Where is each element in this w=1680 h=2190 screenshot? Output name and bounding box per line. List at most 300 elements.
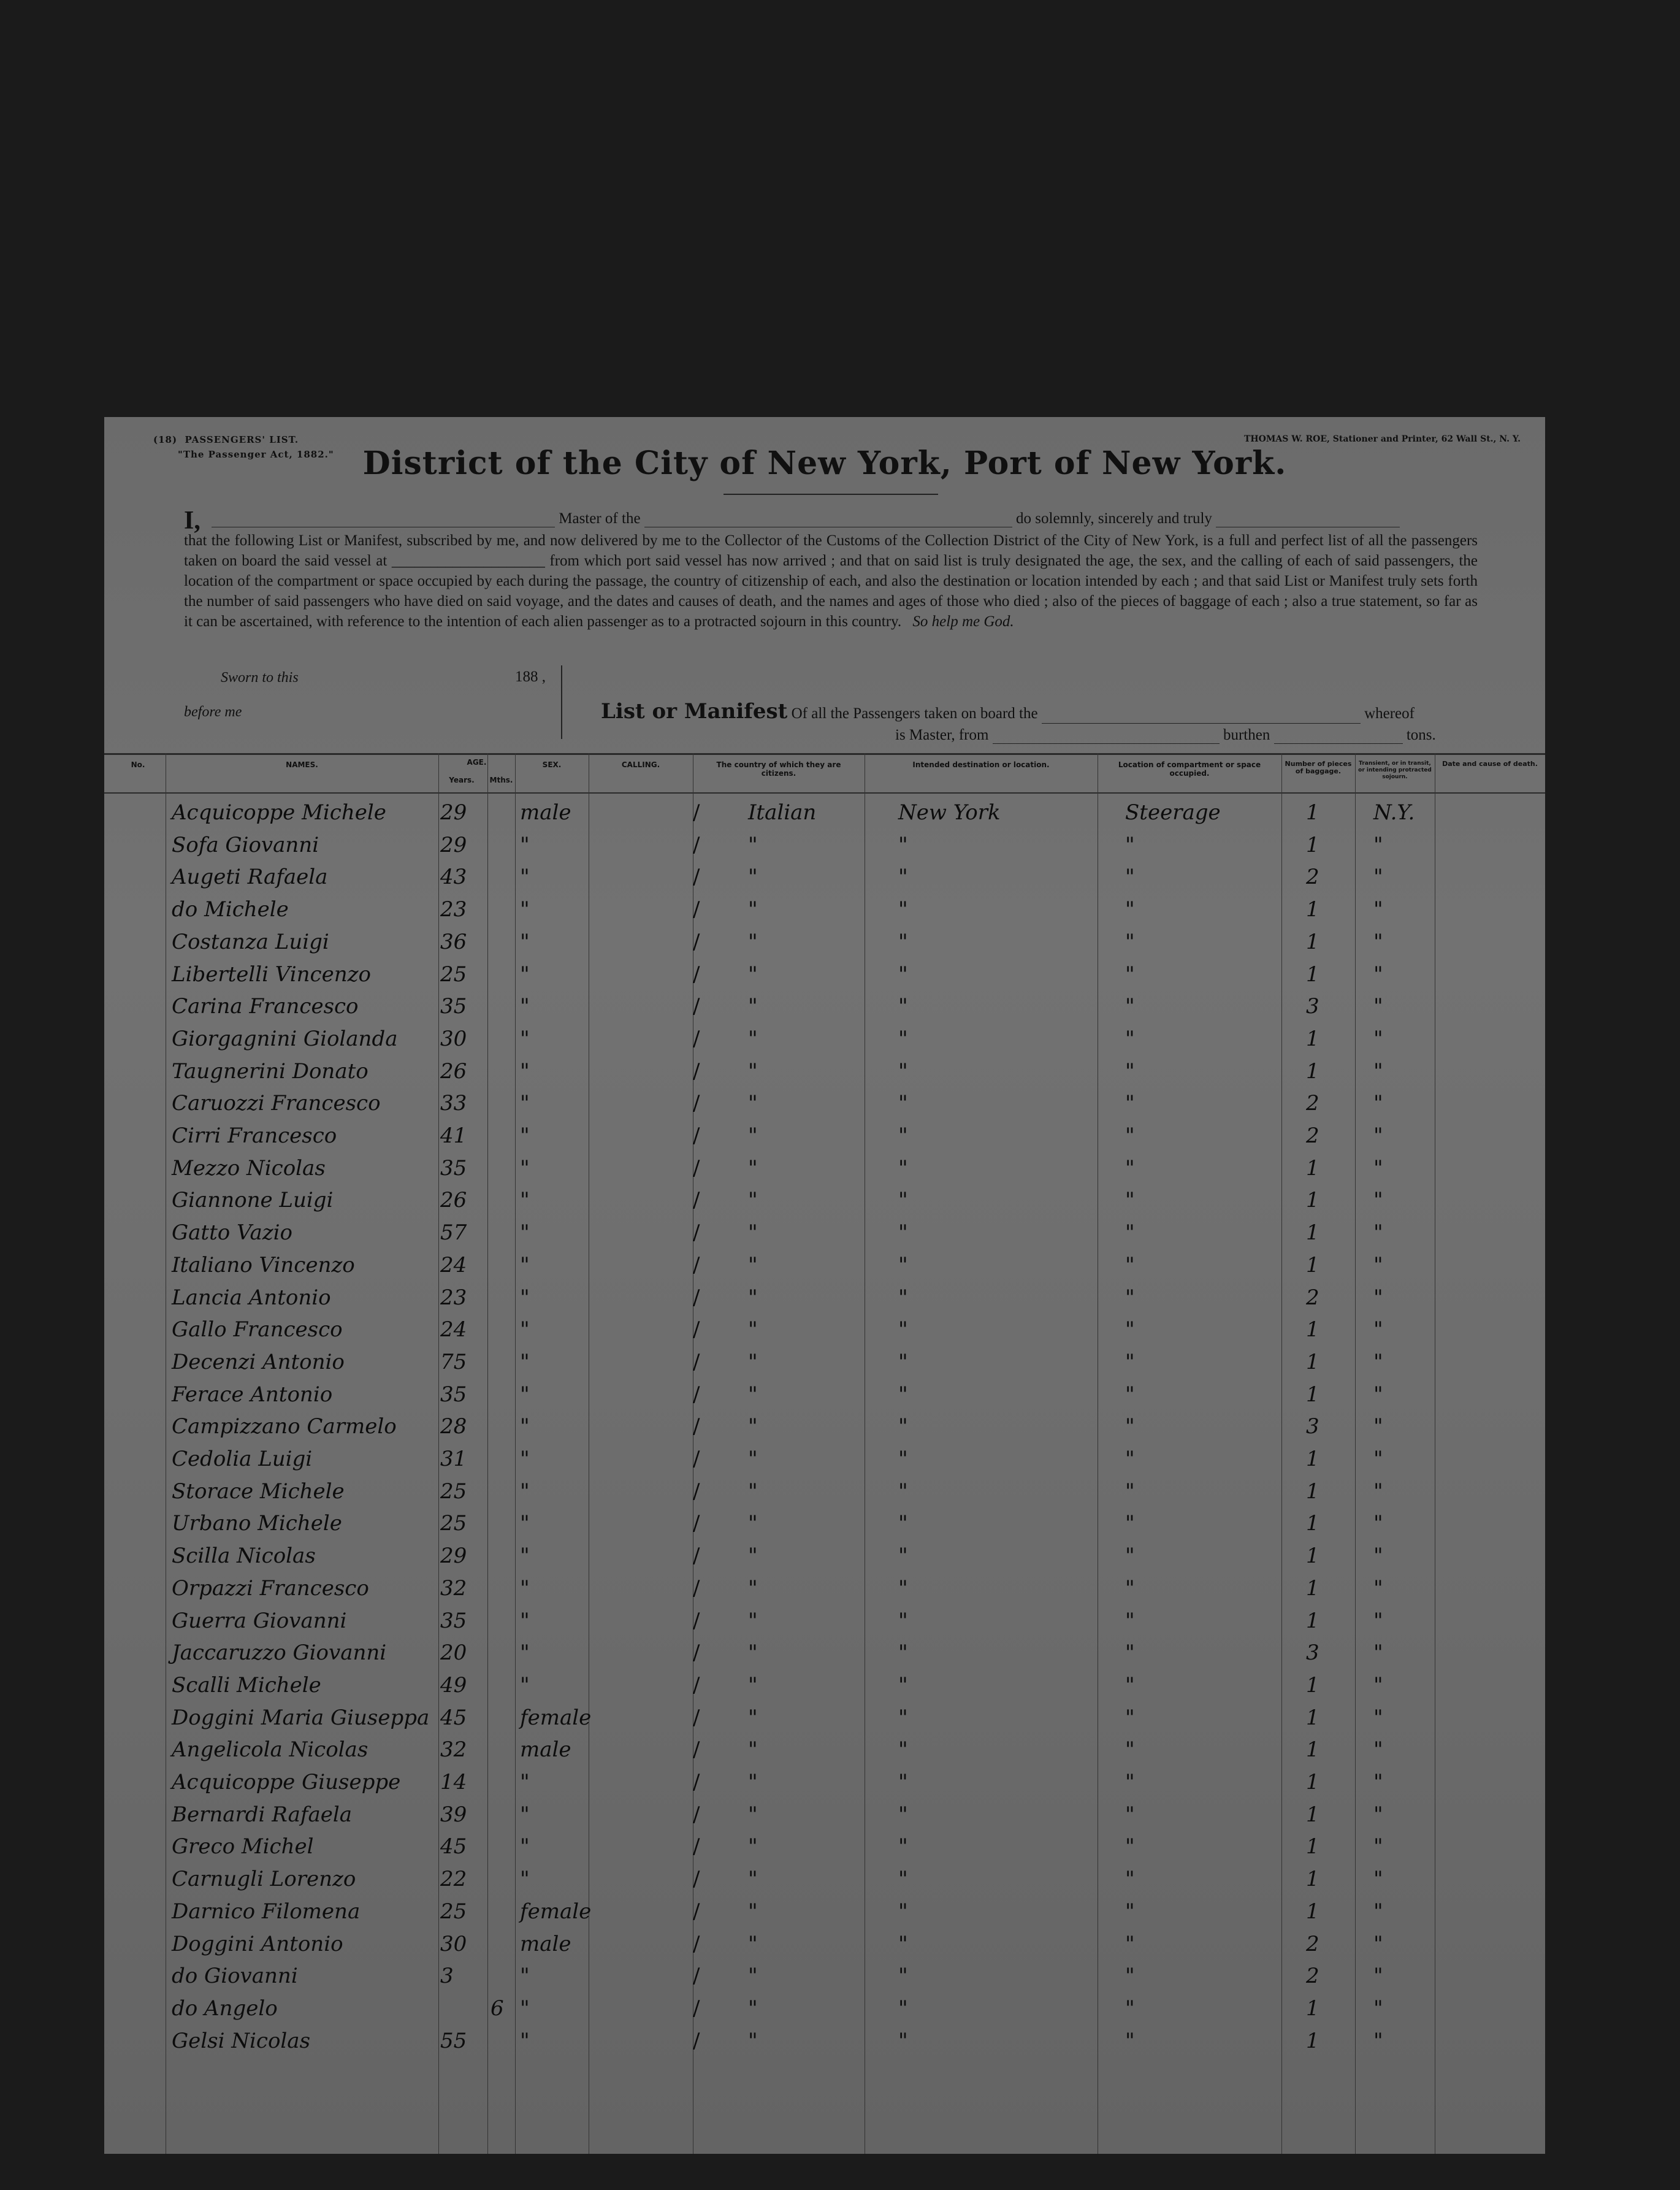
cell-age: 39 xyxy=(440,1802,467,1827)
cell-sex: " xyxy=(520,962,530,987)
cell-bag: 1 xyxy=(1306,1544,1319,1569)
cell-sex: " xyxy=(520,1349,530,1374)
cell-bag: 1 xyxy=(1306,1899,1319,1924)
table-row xyxy=(104,897,1545,929)
cell-age: 41 xyxy=(440,1124,467,1148)
cell-loc: " xyxy=(1125,1705,1135,1730)
col-head-death: Date and cause of death. xyxy=(1442,760,1538,768)
cell-loc: " xyxy=(1125,1124,1135,1148)
cell-bag: 1 xyxy=(1306,1834,1319,1859)
table-row xyxy=(104,1641,1545,1672)
cell-trans: " xyxy=(1373,1899,1383,1924)
document-title: District of the City of New York, Port of New York. xyxy=(362,445,1287,482)
cell-country: " xyxy=(748,962,758,987)
cell-country: " xyxy=(748,1479,758,1504)
cell-dest: " xyxy=(898,1511,908,1536)
table-row xyxy=(104,1350,1545,1382)
manifest-document xyxy=(104,417,1545,2154)
cell-name: Gallo Francesco xyxy=(172,1317,343,1342)
col-head-destination: Intended destination or location. xyxy=(912,760,1050,769)
cell-sex: " xyxy=(520,1382,530,1407)
cell-tick: / xyxy=(693,1155,700,1181)
table-row xyxy=(104,962,1545,994)
cell-tick: / xyxy=(693,1252,700,1277)
master-name-blank xyxy=(212,513,555,527)
table-row xyxy=(104,1834,1545,1866)
cell-name: Scilla Nicolas xyxy=(172,1544,316,1569)
cell-name: Campizzano Carmelo xyxy=(172,1414,397,1439)
cell-trans: " xyxy=(1373,1705,1383,1730)
trailing-blank xyxy=(1216,513,1400,527)
cell-loc: " xyxy=(1125,1188,1135,1213)
cell-dest: " xyxy=(898,1575,908,1601)
cell-name: Orpazzi Francesco xyxy=(172,1575,369,1601)
cell-trans: " xyxy=(1373,929,1383,954)
cell-trans: " xyxy=(1373,1349,1383,1374)
cell-sex: " xyxy=(520,1479,530,1504)
cell-bag: 1 xyxy=(1306,1802,1319,1827)
cell-age: 25 xyxy=(440,962,467,987)
cell-trans: " xyxy=(1373,1479,1383,1504)
cell-name: Costanza Luigi xyxy=(172,929,329,954)
cell-loc: " xyxy=(1125,1770,1135,1794)
cell-country: " xyxy=(748,1059,758,1084)
cell-country: " xyxy=(748,1964,758,1989)
cell-dest: " xyxy=(898,1382,908,1407)
cell-trans: " xyxy=(1373,1317,1383,1342)
table-row xyxy=(104,833,1545,865)
table-row xyxy=(104,1706,1545,1737)
cell-loc: " xyxy=(1125,1252,1135,1277)
cell-sex: " xyxy=(520,994,530,1019)
cell-bag: 2 xyxy=(1306,1285,1319,1310)
col-head-names: NAMES. xyxy=(286,760,318,769)
master-line xyxy=(895,727,1436,744)
cell-tick: / xyxy=(693,1349,700,1374)
cell-name: Greco Michel xyxy=(172,1834,314,1859)
do-solemnly-label: do solemnly, sincerely and truly xyxy=(1016,510,1212,527)
cell-name: Caruozzi Francesco xyxy=(172,1091,381,1116)
cell-country: " xyxy=(748,1867,758,1892)
cell-tick: / xyxy=(693,929,700,954)
cell-name: Taugnerini Donato xyxy=(172,1059,368,1084)
cell-country: " xyxy=(748,1834,758,1859)
cell-tick: / xyxy=(693,1124,700,1148)
cell-sex: " xyxy=(520,865,530,890)
cell-country: " xyxy=(748,1770,758,1794)
table-row xyxy=(104,1317,1545,1349)
cell-country: " xyxy=(748,1544,758,1569)
cell-dest: " xyxy=(898,1091,908,1116)
cell-loc: " xyxy=(1125,1672,1135,1698)
cell-bag: 3 xyxy=(1306,1414,1319,1439)
cell-tick: / xyxy=(693,1091,700,1116)
cell-country: " xyxy=(748,1285,758,1310)
cell-dest: " xyxy=(898,1737,908,1763)
table-row xyxy=(104,1027,1545,1059)
cell-trans: " xyxy=(1373,1059,1383,1084)
cell-country: " xyxy=(748,1802,758,1827)
cell-sex: " xyxy=(520,1834,530,1859)
cell-dest: " xyxy=(898,1672,908,1698)
table-row xyxy=(104,1447,1545,1479)
cell-loc: " xyxy=(1125,1996,1135,2021)
cell-loc: " xyxy=(1125,1026,1135,1051)
col-head-country: The country of which they are citizens. xyxy=(716,760,841,778)
table-row xyxy=(104,1414,1545,1446)
cell-age: 29 xyxy=(440,800,467,825)
cell-age: 75 xyxy=(440,1349,467,1374)
table-row xyxy=(104,1544,1545,1575)
cell-country: Italian xyxy=(748,800,817,825)
cell-dest: " xyxy=(898,1641,908,1666)
table-row xyxy=(104,1382,1545,1414)
cell-age: 33 xyxy=(440,1091,467,1116)
cell-bag: 1 xyxy=(1306,1511,1319,1536)
col-head-years: Years. xyxy=(449,776,475,784)
cell-bag: 1 xyxy=(1306,1220,1319,1246)
cell-country: " xyxy=(748,1641,758,1666)
cell-tick: / xyxy=(693,1220,700,1246)
table-row xyxy=(104,800,1545,832)
cell-tick: / xyxy=(693,865,700,890)
cell-country: " xyxy=(748,1705,758,1730)
cell-tick: / xyxy=(693,1382,700,1407)
cell-loc: " xyxy=(1125,1641,1135,1666)
cell-country: " xyxy=(748,865,758,890)
cell-bag: 1 xyxy=(1306,1026,1319,1051)
cell-dest: " xyxy=(898,994,908,1019)
cell-trans: " xyxy=(1373,1285,1383,1310)
cell-name: Doggini Antonio xyxy=(172,1931,343,1956)
cell-age: 29 xyxy=(440,832,467,857)
cell-tick: / xyxy=(693,1899,700,1924)
cell-loc: " xyxy=(1125,2028,1135,2053)
cell-trans: " xyxy=(1373,1672,1383,1698)
col-head-location: Location of compartment or space occupied. xyxy=(1118,760,1261,778)
cell-trans: " xyxy=(1373,1382,1383,1407)
cell-tick: / xyxy=(693,1447,700,1471)
cell-country: " xyxy=(748,1899,758,1924)
table-row xyxy=(104,1932,1545,1964)
cell-bag: 1 xyxy=(1306,1382,1319,1407)
cell-age: 29 xyxy=(440,1544,467,1569)
cell-tick: / xyxy=(693,1931,700,1956)
cell-tick: / xyxy=(693,1285,700,1310)
cell-loc: " xyxy=(1125,1899,1135,1924)
cell-name: Urbano Michele xyxy=(172,1511,342,1536)
cell-loc: " xyxy=(1125,1964,1135,1989)
col-head-age: AGE. xyxy=(467,758,487,767)
cell-country: " xyxy=(748,1220,758,1246)
cell-name: Cirri Francesco xyxy=(172,1124,337,1148)
before-me-label: before me xyxy=(184,704,242,720)
of-all-label: Of all the Passengers taken on board the xyxy=(791,705,1038,722)
cell-trans: " xyxy=(1373,1414,1383,1439)
cell-dest: " xyxy=(898,1349,908,1374)
list-or-manifest-label: List or Manifest xyxy=(601,699,788,724)
cell-bag: 1 xyxy=(1306,962,1319,987)
table-row xyxy=(104,1253,1545,1285)
cell-name: Gelsi Nicolas xyxy=(172,2028,311,2053)
cell-name: Giannone Luigi xyxy=(172,1188,334,1213)
cell-loc: " xyxy=(1125,1575,1135,1601)
cell-country: " xyxy=(748,1026,758,1051)
cell-trans: " xyxy=(1373,1802,1383,1827)
cell-age: 32 xyxy=(440,1575,467,1601)
cell-trans: " xyxy=(1373,1091,1383,1116)
cell-country: " xyxy=(748,929,758,954)
cell-age: 23 xyxy=(440,897,467,922)
table-row xyxy=(104,1576,1545,1608)
cell-name: Cedolia Luigi xyxy=(172,1447,313,1471)
cell-loc: " xyxy=(1125,929,1135,954)
cell-country: " xyxy=(748,2028,758,2053)
cell-dest: " xyxy=(898,1479,908,1504)
cell-country: " xyxy=(748,1737,758,1763)
cell-loc: " xyxy=(1125,962,1135,987)
cell-trans: " xyxy=(1373,1575,1383,1601)
cell-age: 45 xyxy=(440,1834,467,1859)
table-row xyxy=(104,1964,1545,1996)
cell-tick: / xyxy=(693,1834,700,1859)
cell-loc: " xyxy=(1125,1382,1135,1407)
cell-age: 28 xyxy=(440,1414,467,1439)
cell-country: " xyxy=(748,1252,758,1277)
cell-sex: " xyxy=(520,1317,530,1342)
cell-bag: 2 xyxy=(1306,1091,1319,1116)
title-rule xyxy=(724,494,938,495)
table-row xyxy=(104,1673,1545,1705)
cell-sex: " xyxy=(520,1996,530,2021)
cell-name: Scalli Michele xyxy=(172,1672,321,1698)
cell-sex: " xyxy=(520,1544,530,1569)
cell-tick: / xyxy=(693,800,700,825)
cell-dest: " xyxy=(898,1544,908,1569)
cell-country: " xyxy=(748,1447,758,1471)
cell-country: " xyxy=(748,1155,758,1181)
act-name: "The Passenger Act, 1882." xyxy=(178,449,334,460)
cell-bag: 1 xyxy=(1306,929,1319,954)
cell-name: Sofa Giovanni xyxy=(172,832,319,857)
cell-trans: " xyxy=(1373,897,1383,922)
cell-loc: " xyxy=(1125,1155,1135,1181)
cell-loc: " xyxy=(1125,897,1135,922)
form-name: PASSENGERS' LIST. xyxy=(185,434,299,445)
cell-country: " xyxy=(748,1091,758,1116)
cell-country: " xyxy=(748,1511,758,1536)
cell-sex: " xyxy=(520,1964,530,1989)
cell-dest: " xyxy=(898,1705,908,1730)
cell-dest: " xyxy=(898,1770,908,1794)
cell-trans: " xyxy=(1373,1447,1383,1471)
cell-loc: " xyxy=(1125,865,1135,890)
cell-name: Gatto Vazio xyxy=(172,1220,292,1246)
cell-sex: " xyxy=(520,897,530,922)
cell-bag: 1 xyxy=(1306,832,1319,857)
cell-name: Augeti Rafaela xyxy=(172,865,328,890)
table-row xyxy=(104,1511,1545,1543)
cell-loc: " xyxy=(1125,1285,1135,1310)
burthen-label: burthen xyxy=(1223,727,1270,743)
cell-dest: " xyxy=(898,929,908,954)
cell-tick: / xyxy=(693,1964,700,1989)
cell-loc: " xyxy=(1125,994,1135,1019)
cell-sex: " xyxy=(520,1220,530,1246)
cell-country: " xyxy=(748,1672,758,1698)
cell-tick: / xyxy=(693,1317,700,1342)
cell-age: 31 xyxy=(440,1447,467,1471)
cell-dest: " xyxy=(898,1608,908,1633)
cell-tick: / xyxy=(693,1672,700,1698)
cell-bag: 3 xyxy=(1306,1641,1319,1666)
cell-sex: " xyxy=(520,1124,530,1148)
cell-dest: " xyxy=(898,1414,908,1439)
cell-dest: " xyxy=(898,1155,908,1181)
cell-sex: male xyxy=(520,1737,571,1763)
cell-loc: " xyxy=(1125,1608,1135,1633)
cell-trans: " xyxy=(1373,1124,1383,1148)
cell-dest: " xyxy=(898,1834,908,1859)
cell-bag: 2 xyxy=(1306,1931,1319,1956)
cell-tick: / xyxy=(693,2028,700,2053)
col-head-calling: CALLING. xyxy=(621,760,660,769)
cell-loc: " xyxy=(1125,1544,1135,1569)
is-master-label: is Master, from xyxy=(895,727,989,743)
tons-label: tons. xyxy=(1406,727,1436,743)
cell-country: " xyxy=(748,994,758,1019)
cell-name: Ferace Antonio xyxy=(172,1382,333,1407)
cell-sex: " xyxy=(520,1188,530,1213)
cell-trans: " xyxy=(1373,1964,1383,1989)
col-head-transient: Transient, or in transit, or intending protracted sojourn. xyxy=(1358,760,1432,780)
cell-tick: / xyxy=(693,962,700,987)
cell-country: " xyxy=(748,832,758,857)
table-row xyxy=(104,1091,1545,1123)
cell-dest: " xyxy=(898,897,908,922)
cell-bag: 1 xyxy=(1306,1155,1319,1181)
cell-country: " xyxy=(748,1608,758,1633)
cell-loc: " xyxy=(1125,832,1135,857)
cell-country: " xyxy=(748,1414,758,1439)
cell-name: do Angelo xyxy=(172,1996,278,2021)
manifest-line xyxy=(601,699,1478,724)
table-row xyxy=(104,865,1545,897)
cell-tick: / xyxy=(693,1059,700,1084)
master-of-the-label: Master of the xyxy=(559,510,641,527)
table-row xyxy=(104,1737,1545,1769)
cell-country: " xyxy=(748,1931,758,1956)
cell-trans: " xyxy=(1373,1737,1383,1763)
cell-dest: " xyxy=(898,1026,908,1051)
cell-sex: " xyxy=(520,1867,530,1892)
cell-country: " xyxy=(748,897,758,922)
brace xyxy=(561,665,568,739)
cell-sex: " xyxy=(520,1091,530,1116)
from-blank xyxy=(993,731,1220,744)
cell-trans: " xyxy=(1373,865,1383,890)
cell-dest: " xyxy=(898,1252,908,1277)
oath-closing: So help me God. xyxy=(912,613,1014,630)
cell-dest: " xyxy=(898,832,908,857)
cell-trans: " xyxy=(1373,1770,1383,1794)
cell-bag: 1 xyxy=(1306,1479,1319,1504)
cell-tick: / xyxy=(693,897,700,922)
cell-dest: " xyxy=(898,1317,908,1342)
cell-bag: 1 xyxy=(1306,897,1319,922)
table-row xyxy=(104,1996,1545,2028)
cell-tick: / xyxy=(693,1575,700,1601)
cell-country: " xyxy=(748,1124,758,1148)
cell-name: Libertelli Vincenzo xyxy=(172,962,371,987)
oath-body xyxy=(184,530,1478,632)
cell-tick: / xyxy=(693,1705,700,1730)
table-row xyxy=(104,1899,1545,1931)
cell-sex: " xyxy=(520,1575,530,1601)
cell-age: 25 xyxy=(440,1479,467,1504)
cell-bag: 1 xyxy=(1306,1737,1319,1763)
cell-trans: " xyxy=(1373,1608,1383,1633)
cell-tick: / xyxy=(693,1802,700,1827)
cell-name: Carina Francesco xyxy=(172,994,359,1019)
cell-loc: " xyxy=(1125,1447,1135,1471)
vessel-name-blank xyxy=(644,513,1012,527)
cell-tick: / xyxy=(693,832,700,857)
cell-tick: / xyxy=(693,1608,700,1633)
cell-trans: " xyxy=(1373,2028,1383,2053)
cell-name: Acquicoppe Giuseppe xyxy=(172,1770,401,1794)
col-head-baggage: Number of pieces of baggage. xyxy=(1285,760,1352,775)
cell-tick: / xyxy=(693,1414,700,1439)
cell-name: Italiano Vincenzo xyxy=(172,1252,355,1277)
cell-name: Carnugli Lorenzo xyxy=(172,1867,356,1892)
table-header-rule xyxy=(104,792,1545,794)
cell-bag: 1 xyxy=(1306,2028,1319,2053)
cell-bag: 2 xyxy=(1306,1124,1319,1148)
cell-sex: " xyxy=(520,1155,530,1181)
cell-bag: 1 xyxy=(1306,1059,1319,1084)
cell-sex: " xyxy=(520,1414,530,1439)
cell-age: 26 xyxy=(440,1059,467,1084)
cell-sex: " xyxy=(520,1447,530,1471)
cell-age: 24 xyxy=(440,1252,467,1277)
cell-country: " xyxy=(748,1575,758,1601)
table-row xyxy=(104,1124,1545,1155)
col-head-sex: SEX. xyxy=(542,760,562,769)
cell-mths: 6 xyxy=(491,1996,504,2021)
cell-age: 43 xyxy=(440,865,467,890)
cell-age: 20 xyxy=(440,1641,467,1666)
cell-loc: " xyxy=(1125,1931,1135,1956)
table-row xyxy=(104,1156,1545,1188)
cell-trans: " xyxy=(1373,1931,1383,1956)
col-head-no: No. xyxy=(131,760,145,769)
cell-loc: " xyxy=(1125,1349,1135,1374)
cell-dest: " xyxy=(898,1931,908,1956)
cell-tick: / xyxy=(693,1479,700,1504)
cell-loc: " xyxy=(1125,1737,1135,1763)
cell-trans: " xyxy=(1373,962,1383,987)
cell-age: 35 xyxy=(440,1382,467,1407)
table-row xyxy=(104,930,1545,962)
cell-trans: " xyxy=(1373,1188,1383,1213)
cell-loc: " xyxy=(1125,1220,1135,1246)
table-row xyxy=(104,1479,1545,1511)
cell-trans: " xyxy=(1373,1026,1383,1051)
cell-name: Decenzi Antonio xyxy=(172,1349,345,1374)
cell-loc: " xyxy=(1125,1867,1135,1892)
cell-name: Storace Michele xyxy=(172,1479,345,1504)
